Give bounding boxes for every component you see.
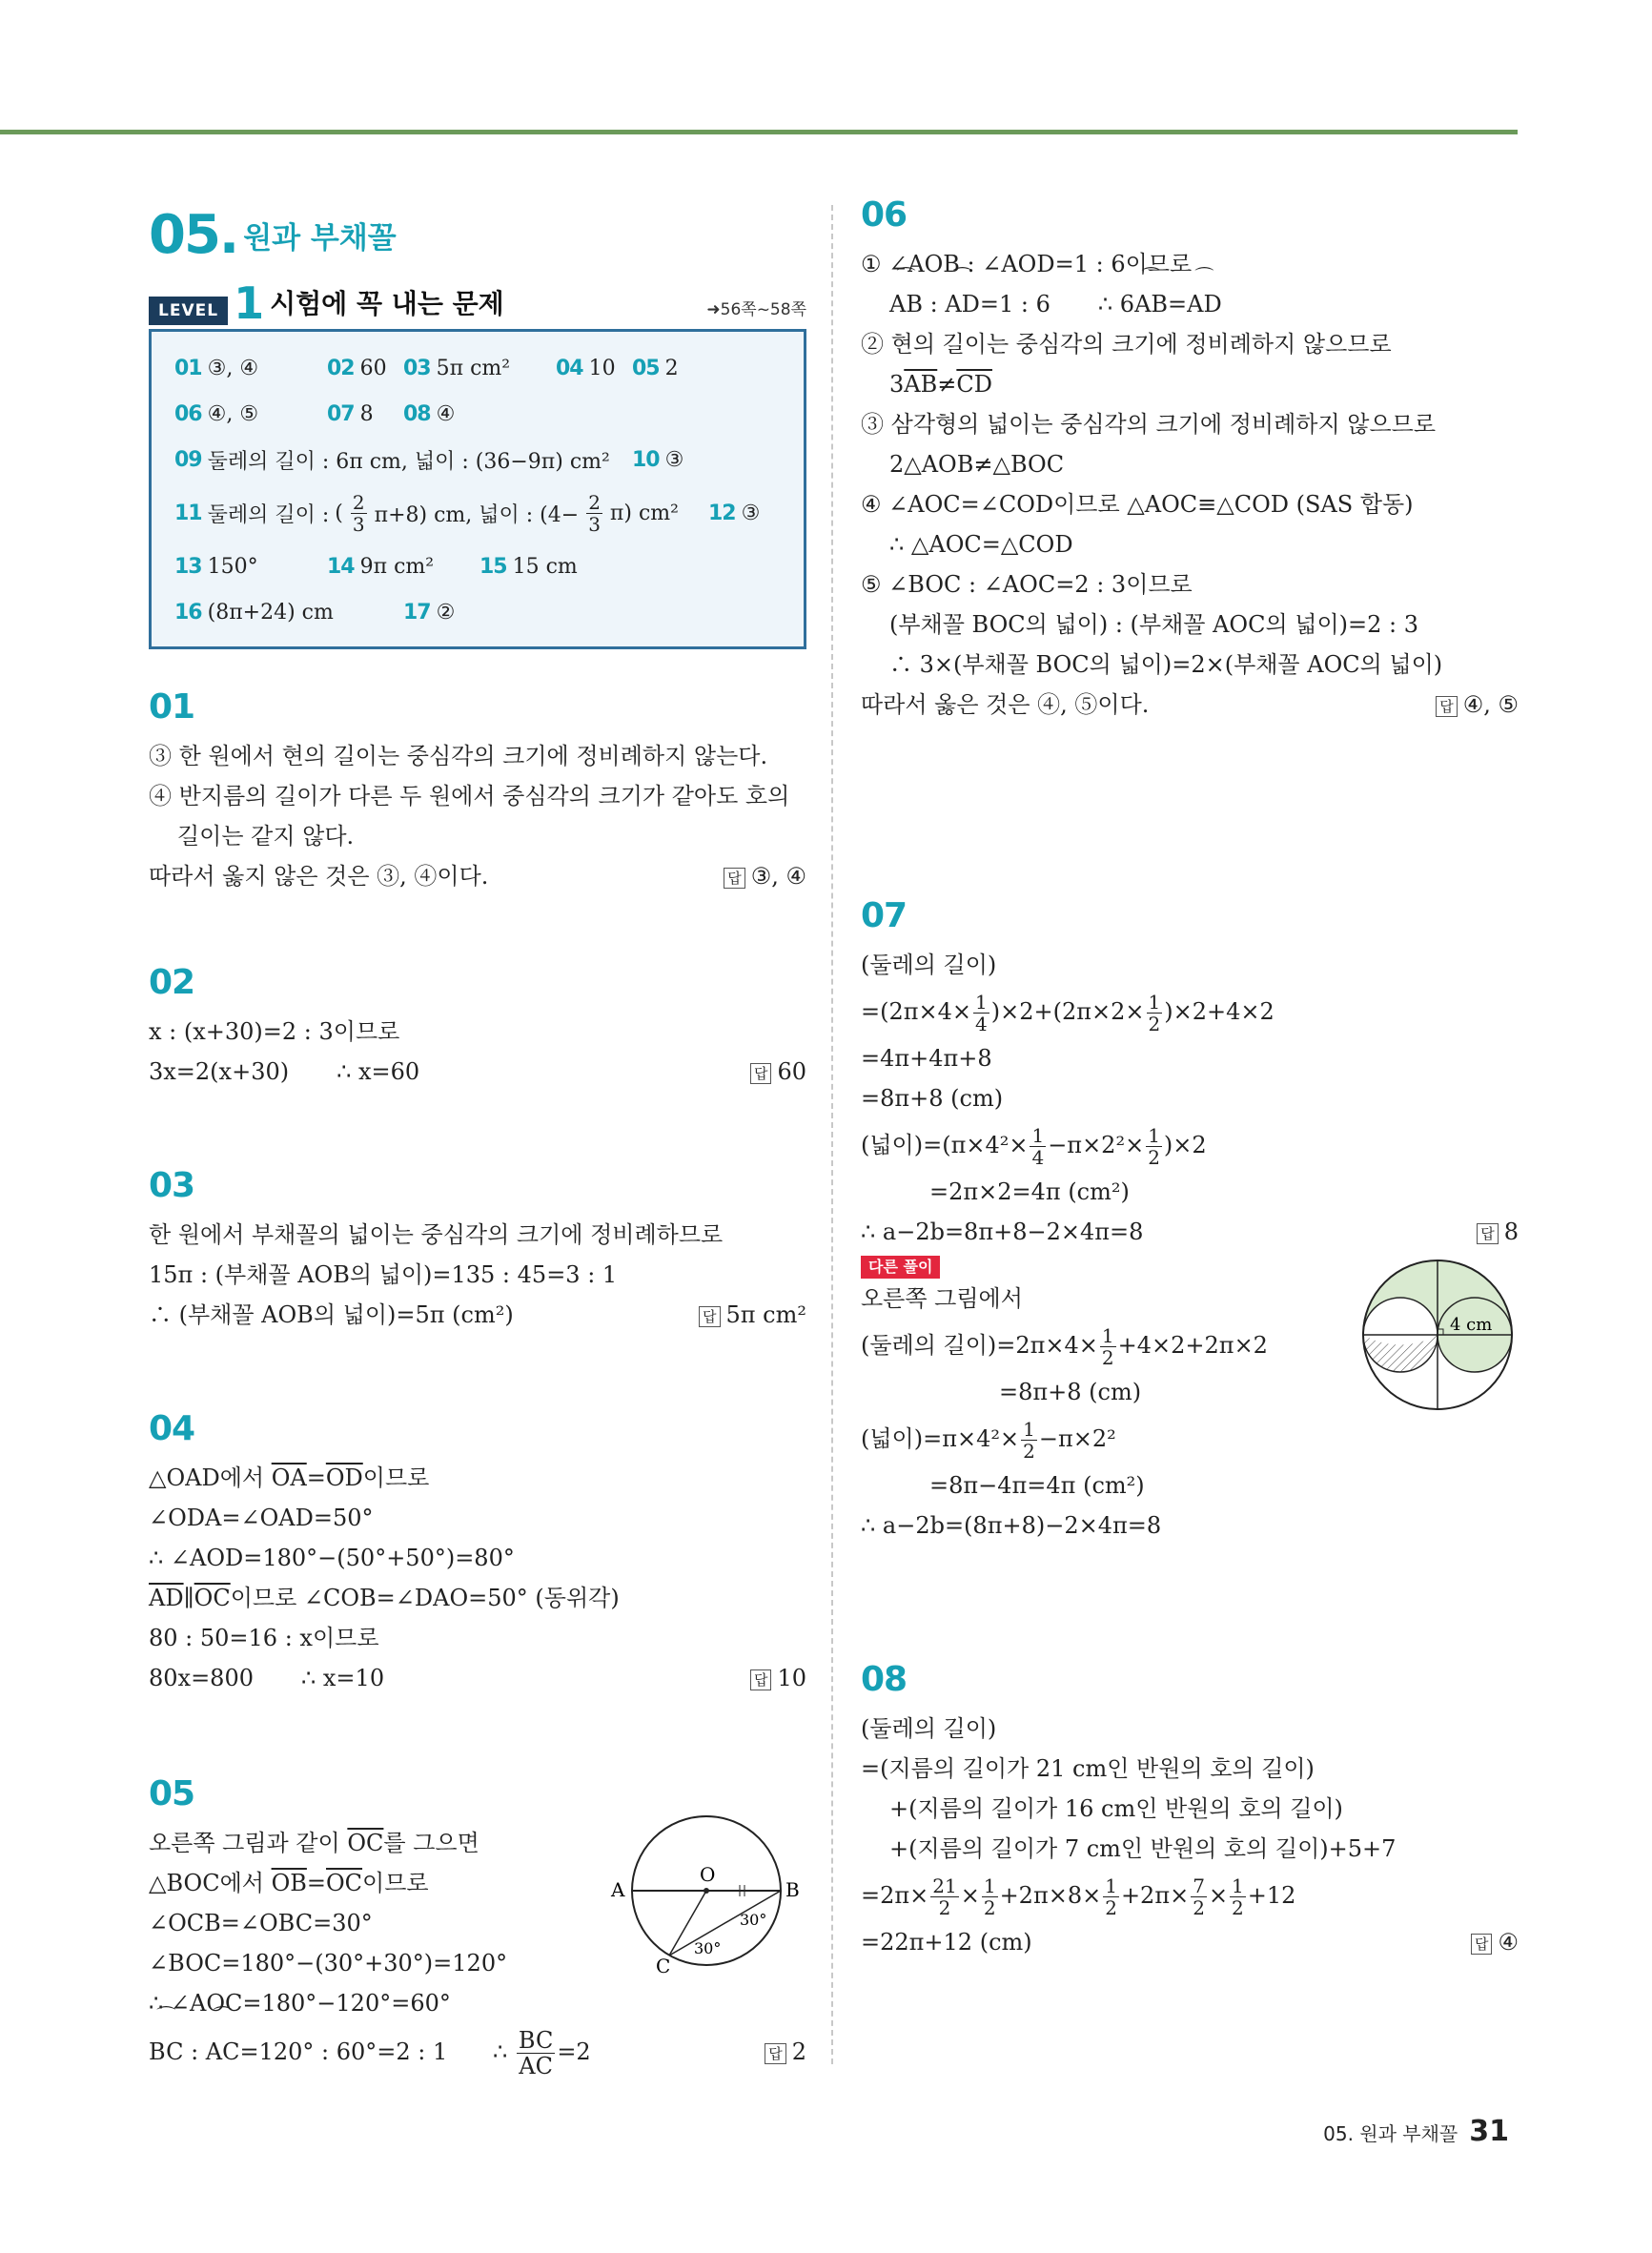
page-footer: [1323, 2115, 1509, 2148]
chapter-heading: [149, 195, 806, 266]
answer-row: 16 (8π+24) cm 17 ②: [174, 600, 456, 625]
top-rule: [0, 130, 1518, 134]
label-B: B: [785, 1878, 800, 1901]
answer-label: 답 60: [750, 1052, 806, 1092]
level-pages: ➜56쪽~58쪽: [706, 300, 806, 319]
footer-section: 05. 원과 부채꼴: [1323, 2122, 1458, 2145]
answer-label: 답 5π cm²: [699, 1295, 806, 1335]
answer-key-box: [149, 329, 806, 649]
problem-06: 06 ① ∠AOB : ∠AOD=1 : 6이므로 ⌒ AB : ⌒ AD=1 : 6 ∴ 6⌒ AB=⌒ AD ② 현의 길이는 중심각의 크기에 정비례하지 않으므로 $3\overline{AB}\ne\overline{CD}$ ③ 삼각형의 넓이는 중심각의 크기에 정비례하지 않으므로 2△AOB≠△BOC ④ ∠AOC=∠COD이므로 △AOC≡△COD (SAS 합동) ∴ △AOC=△COD ⑤ ∠BOC : ∠AOC=2 : 3이므로 (부채꼴 BOC의 넓이) : (부채꼴 AOC의 넓이)=2 : 3 ∴ 3×(부채꼴 BOC의 넓이)=2×(부채꼴 AOC의 넓이) 따라서 옳은 것은 ④, ⑤이다. 답 ④, ⑤: [861, 195, 1519, 725]
problem-04: 04 △OAD에서 $\overline{OA}=\overline{OD}$이므로 ∠ODA=∠OAD=50° ∴ ∠AOD=180°−(50°+50°)=80° $\overline{AD}\parallel\overline{OC}$이므로 ∠COB=∠DAO=50° (동위각) 80 : 50=16 : x이므로 80x=800 ∴ x=10 답 10: [149, 1409, 806, 1698]
answer-label: 답 10: [750, 1658, 806, 1698]
circle-figure-07: [1356, 1254, 1519, 1416]
chapter-number: 05.: [149, 204, 238, 266]
left-column: [149, 195, 806, 2080]
right-column: [861, 195, 1519, 1962]
answer-label: 답 ③, ④: [724, 856, 806, 896]
problem-number: 01: [149, 687, 195, 727]
answer-row: 11 둘레의 길이 : ( $\frac{2}{3}$ π+8) cm, 넓이 : (4− $\frac{2}{3}$ π) cm² 12 ③: [174, 490, 761, 536]
level-number: 1: [234, 277, 265, 329]
answer-row: 01 ③, ④ 02 60 03 5π cm² 04 10 05 2: [174, 356, 679, 380]
level-header: [149, 277, 806, 329]
label-C: C: [656, 1955, 671, 1975]
level-title: 시험에 꼭 내는 문제: [270, 288, 504, 319]
problem-03: 03 한 원에서 부채꼴의 넓이는 중심각의 크기에 정비례하므로 15π : (부채꼴 AOB의 넓이)=135 : 45=3 : 1 ∴ (부채꼴 AOB의 넓이)=5π (cm²) 답 5π cm²: [149, 1166, 806, 1335]
answer-row: 09 둘레의 길이 : 6π cm, 넓이 : (36−9π) cm² 10 ③: [174, 447, 684, 474]
page-number: 31: [1469, 2115, 1509, 2148]
problem-07: 07 (둘레의 길이) =(2π×4× $\frac{1}{4}$ )×2+(2π×2× $\frac{1}{2}$ )×2+4×2 =4π+4π+8 =8π+8 (cm) (넓이)=(π×4²× $\frac{1}{4}$ −π×2²× $\frac{1}{2}$ )×2 =2π×2=4π (cm²) ∴ a−2b=8π+8−2×4π=8 답 8 다른 풀이 오른쪽 그림에서 (둘레의 길이)=2π×4× $\frac{1}{2}$ +4×2+2π×2 =8π+8 (cm) (넓이)=π×4²× $\frac{1}{2}$ −π×2² =8π−4π=4π (cm²) ∴ a−2b=(8π+8)−2×4π=8 4 cm: [861, 896, 1519, 1539]
angle-label: 30°: [694, 1939, 722, 1957]
answer-row: 06 ④, ⑤ 07 8 08 ④: [174, 401, 456, 426]
problem-02: 02 x : (x+30)=2 : 3이므로 3x=2(x+30) ∴ x=60 답 60: [149, 963, 806, 1092]
answer-label: 답 ④, ⑤: [1436, 685, 1519, 725]
chapter-title: 원과 부채꼴: [243, 221, 397, 256]
column-divider: [831, 205, 833, 2064]
label-O: O: [700, 1863, 716, 1886]
answer-label: 답 2: [765, 2023, 806, 2080]
alt-solution-tag: 다른 풀이: [861, 1256, 940, 1279]
label-A: A: [611, 1878, 625, 1901]
answer-label: 답 8: [1477, 1212, 1519, 1252]
problem-01: 01 ③ 한 원에서 현의 길이는 중심각의 크기에 정비례하지 않는다. ④ 반지름의 길이가 다른 두 원에서 중심각의 크기가 같아도 호의 길이는 같지 않다. 따라서 옳지 않은 것은 ③, ④이다. 답 ③, ④: [149, 687, 806, 896]
circle-figure-05: [606, 1803, 806, 1975]
answer-row: 13 150° 14 9π cm² 15 15 cm: [174, 554, 578, 579]
problem-08: 08 (둘레의 길이) =(지름의 길이가 21 cm인 반원의 호의 길이) +(지름의 길이가 16 cm인 반원의 호의 길이) +(지름의 길이가 7 cm인 반원의 호의 길이)+5+7 =2π× $\frac{21}{2}$ × $\frac{1}{2}$ +2π×8× $\frac{1}{2}$ +2π× $\frac{7}{2}$ × $\frac{1}{2}$ +12 =22π+12 (cm) 답 ④: [861, 1660, 1519, 1962]
radius-label: 4 cm: [1450, 1315, 1493, 1335]
answer-label: 답 ④: [1471, 1922, 1519, 1962]
angle-label: 30°: [740, 1911, 767, 1929]
problem-05: 05 오른쪽 그림과 같이 $\overline{OC}$를 그으면 △BOC에서 $\overline{OB}=\overline{OC}$이므로 ∠OCB=∠OBC=30° ∠BOC=180°−(30°+30°)=120° ∴ ∠AOC=180°−120°=60° ⌒ BC : ⌒ AC=120° : 60°=2 : 1 ∴ $\frac{BC}{AC}$ =2 답 2 A O B C 30° 30°: [149, 1774, 806, 2080]
level-badge: LEVEL: [149, 297, 228, 325]
